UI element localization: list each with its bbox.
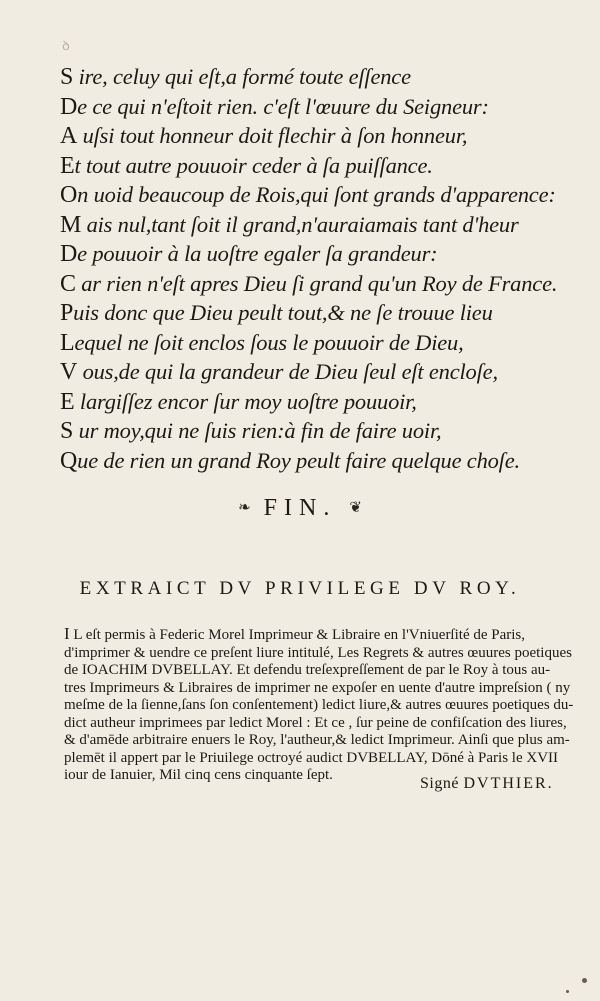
poem-line: [60, 387, 590, 417]
line-initial: S: [60, 64, 74, 90]
privilege-line-text: d'imprimer & uendre ce preſent liure intitulé, Les Regrets & autres œuures poetiques: [64, 644, 572, 661]
fin-text: FIN.: [263, 495, 337, 521]
fin-line: [0, 495, 600, 522]
line-text: e pouuoir à la uoſtre egaler ſa grandeur:: [77, 241, 438, 266]
poem-line: [60, 239, 590, 269]
line-initial: V: [60, 359, 78, 385]
poem-line: [60, 62, 590, 92]
privilege-line-text: iour de Ianuier, Mil cinq cens cinquante ſept.: [64, 767, 333, 783]
line-initial: L: [60, 329, 75, 356]
poem-line: [60, 92, 590, 122]
line-initial: O: [60, 182, 78, 208]
line-text: ar rien n'eſt apres Dieu ſi grand qu'un Roy de France.: [75, 270, 558, 296]
line-text: t tout autre pouuoir ceder à ſa puiſſance.: [74, 152, 433, 178]
poem-line: [60, 357, 590, 387]
poem-line: [60, 328, 590, 358]
line-text: equel ne ſoit enclos ſous le pouuoir de Dieu,: [74, 329, 464, 355]
poem-line: [60, 416, 590, 446]
privilege-line-text: tres Imprimeurs & Libraires de imprimer ne expoſer en uente d'autre impreſsion ( ny: [64, 679, 571, 696]
privilege-line: [64, 645, 591, 663]
privilege-line: [64, 715, 591, 733]
privilege-heading: EXTRAICT DV PRIVILEGE DV ROY.: [79, 578, 521, 599]
line-text: largiſſez encor ſur moy uoſtre pouuoir,: [74, 388, 417, 414]
privilege-line: [64, 662, 591, 680]
poem-line: [60, 298, 590, 328]
line-initial: M: [60, 211, 82, 238]
line-text: ire, celuy qui eſt,a formé toute eſſence: [73, 64, 411, 89]
poem-line: [60, 151, 590, 181]
privilege-line: [64, 732, 591, 750]
fleuron-left-icon: ❧: [238, 500, 251, 516]
line-text: ais nul,tant ſoit il grand,n'auraiamais tant d'heur: [81, 211, 519, 237]
privilege-line: [64, 697, 591, 715]
line-initial: D: [60, 93, 78, 120]
line-initial: E: [60, 388, 75, 415]
privilege-text: [64, 625, 591, 785]
line-initial: E: [60, 152, 75, 179]
line-initial: S: [60, 418, 74, 444]
signature-line: [420, 775, 554, 793]
line-text: uſsi tout honneur doit flechir à ſon honneur,: [77, 123, 468, 148]
poem-line: [60, 269, 590, 299]
sonnet-poem: [60, 62, 590, 475]
privilege-dropcap: I: [64, 624, 70, 643]
line-text: e ce qui n'eſtoit rien. c'eſt l'œuure du Seigneur:: [77, 93, 489, 119]
privilege-line-text: dict autheur imprimees par ledict Morel : Et ce , ſur peine de confiſcation des liures,: [64, 714, 567, 731]
line-text: ous,de qui la grandeur de Dieu ſeul eſt encloſe,: [77, 359, 498, 384]
page-corner-mark: ꝺ: [62, 38, 70, 53]
line-text: ue de rien un grand Roy peult faire quelque choſe.: [77, 447, 520, 473]
line-initial: Q: [60, 447, 78, 474]
line-initial: A: [60, 123, 78, 149]
signature-label: Signé: [420, 775, 459, 792]
line-text: uis donc que Dieu peult tout,& ne ſe trouue lieu: [73, 300, 493, 325]
privilege-line-text: plemēt il appert par le Priuilege octroyé audict DVBELLAY, Dōné à Paris le XVII: [64, 749, 559, 766]
privilege-line: [64, 680, 591, 698]
ink-speck: [582, 978, 587, 983]
privilege-line-text: L eſt permis à Federic Morel Imprimeur & Libraire en l'Vniuerſité de Paris,: [73, 627, 526, 643]
poem-line: [60, 446, 590, 476]
signature-name: DVTHIER.: [463, 775, 554, 792]
privilege-line: [64, 625, 591, 645]
line-initial: C: [60, 270, 76, 297]
poem-line: [60, 210, 590, 240]
privilege-line-text: de IOACHIM DVBELLAY. Et defendu treſexpreſſement de par le Roy à tous au-: [64, 662, 551, 678]
ink-speck: [566, 990, 569, 993]
line-initial: P: [60, 300, 74, 326]
poem-line: [60, 180, 590, 210]
line-initial: D: [60, 241, 78, 267]
fleuron-right-icon: ❦: [349, 500, 362, 516]
privilege-line: [64, 750, 591, 768]
privilege-line-text: & d'amēde arbitraire enuers le Roy, l'autheur,& ledict Imprimeur. Ainſi que plus am-: [64, 732, 570, 748]
line-text: n uoid beaucoup de Rois,qui ſont grands d'apparence:: [77, 182, 556, 207]
poem-line: [60, 121, 590, 151]
line-text: ur moy,qui ne ſuis rien:à fin de faire uoir,: [73, 418, 442, 443]
privilege-line-text: meſme de la ſienne,ſans ſon conſentement) ledict liure,& autres œuures poetiques du-: [64, 697, 574, 713]
